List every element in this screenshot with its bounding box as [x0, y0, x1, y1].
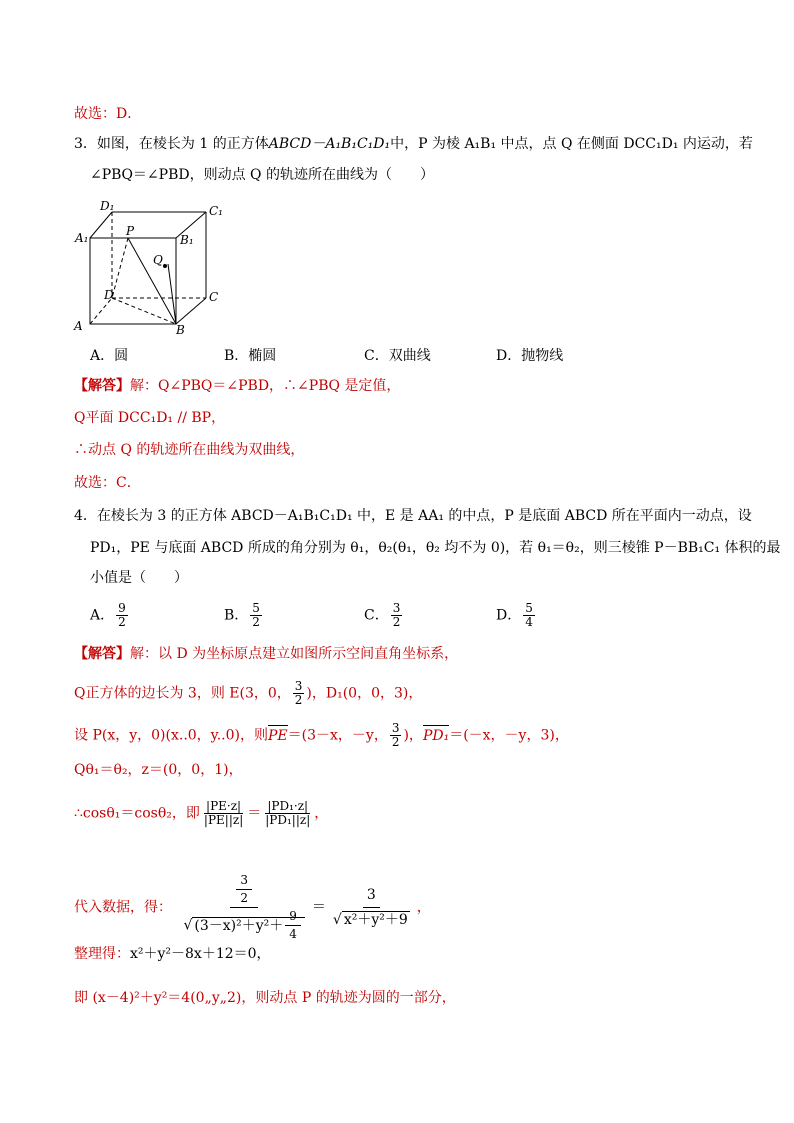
question-3-number: 3． [74, 136, 97, 152]
vector-pe: PE [268, 727, 288, 744]
label-c: C [209, 290, 219, 304]
answer-3-line-3: ∴动点 Q 的轨迹所在曲线为双曲线， [74, 442, 305, 458]
label-a: A [74, 319, 83, 333]
answer-4-line-2: Q正方体的边长为 3，则 E(3，0， $\frac{3}{2}$ )，D₁(0，0，3)， [74, 679, 423, 707]
answer-tag: 【解答】 [74, 378, 130, 394]
option-c[interactable]: C．双曲线 [364, 348, 431, 364]
vector-pd1: PD₁ [422, 727, 450, 744]
question-3-line-1: 3．如图，在棱长为 1 的正方体ABCD－A₁B₁C₁D₁中，P 为棱 A₁B₁ 中点，点 Q 在侧面 DCC₁D₁ 内运动，若 [74, 136, 753, 152]
question-4-number: 4． [74, 508, 97, 524]
question-4-line-3: 小值是（ ） [90, 570, 188, 586]
answer-4-line-4: Qθ₁＝θ₂，z＝(0，0，1)， [74, 762, 243, 778]
answer-4-line-7: 整理得：x²＋y²－8x＋12＝0， [74, 946, 271, 962]
label-b: B [176, 323, 185, 337]
cube-figure [70, 198, 230, 338]
option-b[interactable]: B．椭圆 [224, 348, 277, 364]
answer-4-line-1: 【解答】解：以 D 为坐标原点建立如图所示空间直角坐标系， [74, 646, 459, 662]
option-c[interactable]: C． $\frac{3}{2}$ [364, 601, 401, 629]
answer-4-line-8: 即 (x－4)²＋y²＝4(0„y„2)，则动点 P 的轨迹为圆的一部分， [74, 990, 456, 1006]
answer-4-line-5: ∴cosθ₁＝cosθ₂，即 $\frac{|PE\cdot z|}{|PE||z|}$ ＝ $\frac{\text{|PD₁·z|}}{\text{|PD₁||z|}}$ ， [74, 799, 329, 827]
answer-3-line-2: Q平面 DCC₁D₁ // BP， [74, 410, 226, 426]
question-4-line-1: 4．在棱长为 3 的正方体 ABCD－A₁B₁C₁D₁ 中，E 是 AA₁ 的中点，P 是底面 ABCD 所在平面内一动点，设 [74, 508, 752, 524]
answer-4-line-3: 设 P(x，y，0)(x..0，y..0)，则PE＝(3－x，－y， $\frac{3}{2}$ )，PD₁＝(－x，－y，3)， [74, 721, 569, 749]
label-b1: B₁ [180, 233, 194, 247]
label-c1: C₁ [209, 204, 223, 218]
option-a[interactable]: A． $\frac{9}{2}$ [90, 601, 126, 629]
label-q: Q [153, 253, 163, 267]
answer-choice-line: 故选：D． [74, 106, 142, 122]
option-d[interactable]: D． $\frac{5}{4}$ [496, 601, 533, 629]
answer-tag: 【解答】 [74, 646, 130, 662]
answer-3-line-1: 【解答】解：Q∠PBQ＝∠PBD，∴∠PBQ 是定值， [74, 378, 401, 394]
label-d1: D₁ [100, 199, 115, 213]
question-4-line-2: PD₁，PE 与底面 ABCD 所成的角分别为 θ₁，θ₂(θ₁，θ₂ 均不为 0)，若 θ₁＝θ₂，则三棱锥 P－BB₁C₁ 体积的最 [90, 540, 781, 556]
answer-4-line-6: 代入数据，得： $\frac{3}{2}$ √ (3－x)²＋y²＋ $\frac{9}{4}$ ＝ $\frac{3}{\text{√ x²＋y²＋9}}$ ， [74, 873, 431, 941]
option-a[interactable]: A．圆 [90, 348, 129, 364]
question-3-line-2: ∠PBQ＝∠PBD，则动点 Q 的轨迹所在曲线为（ ） [90, 167, 434, 183]
answer-3-line-4: 故选：C． [74, 475, 141, 491]
label-a1: A₁ [75, 231, 89, 245]
option-d[interactable]: D．抛物线 [496, 348, 564, 364]
option-b[interactable]: B． $\frac{5}{2}$ [224, 601, 260, 629]
label-p: P [126, 224, 135, 238]
label-d: D [104, 288, 114, 302]
